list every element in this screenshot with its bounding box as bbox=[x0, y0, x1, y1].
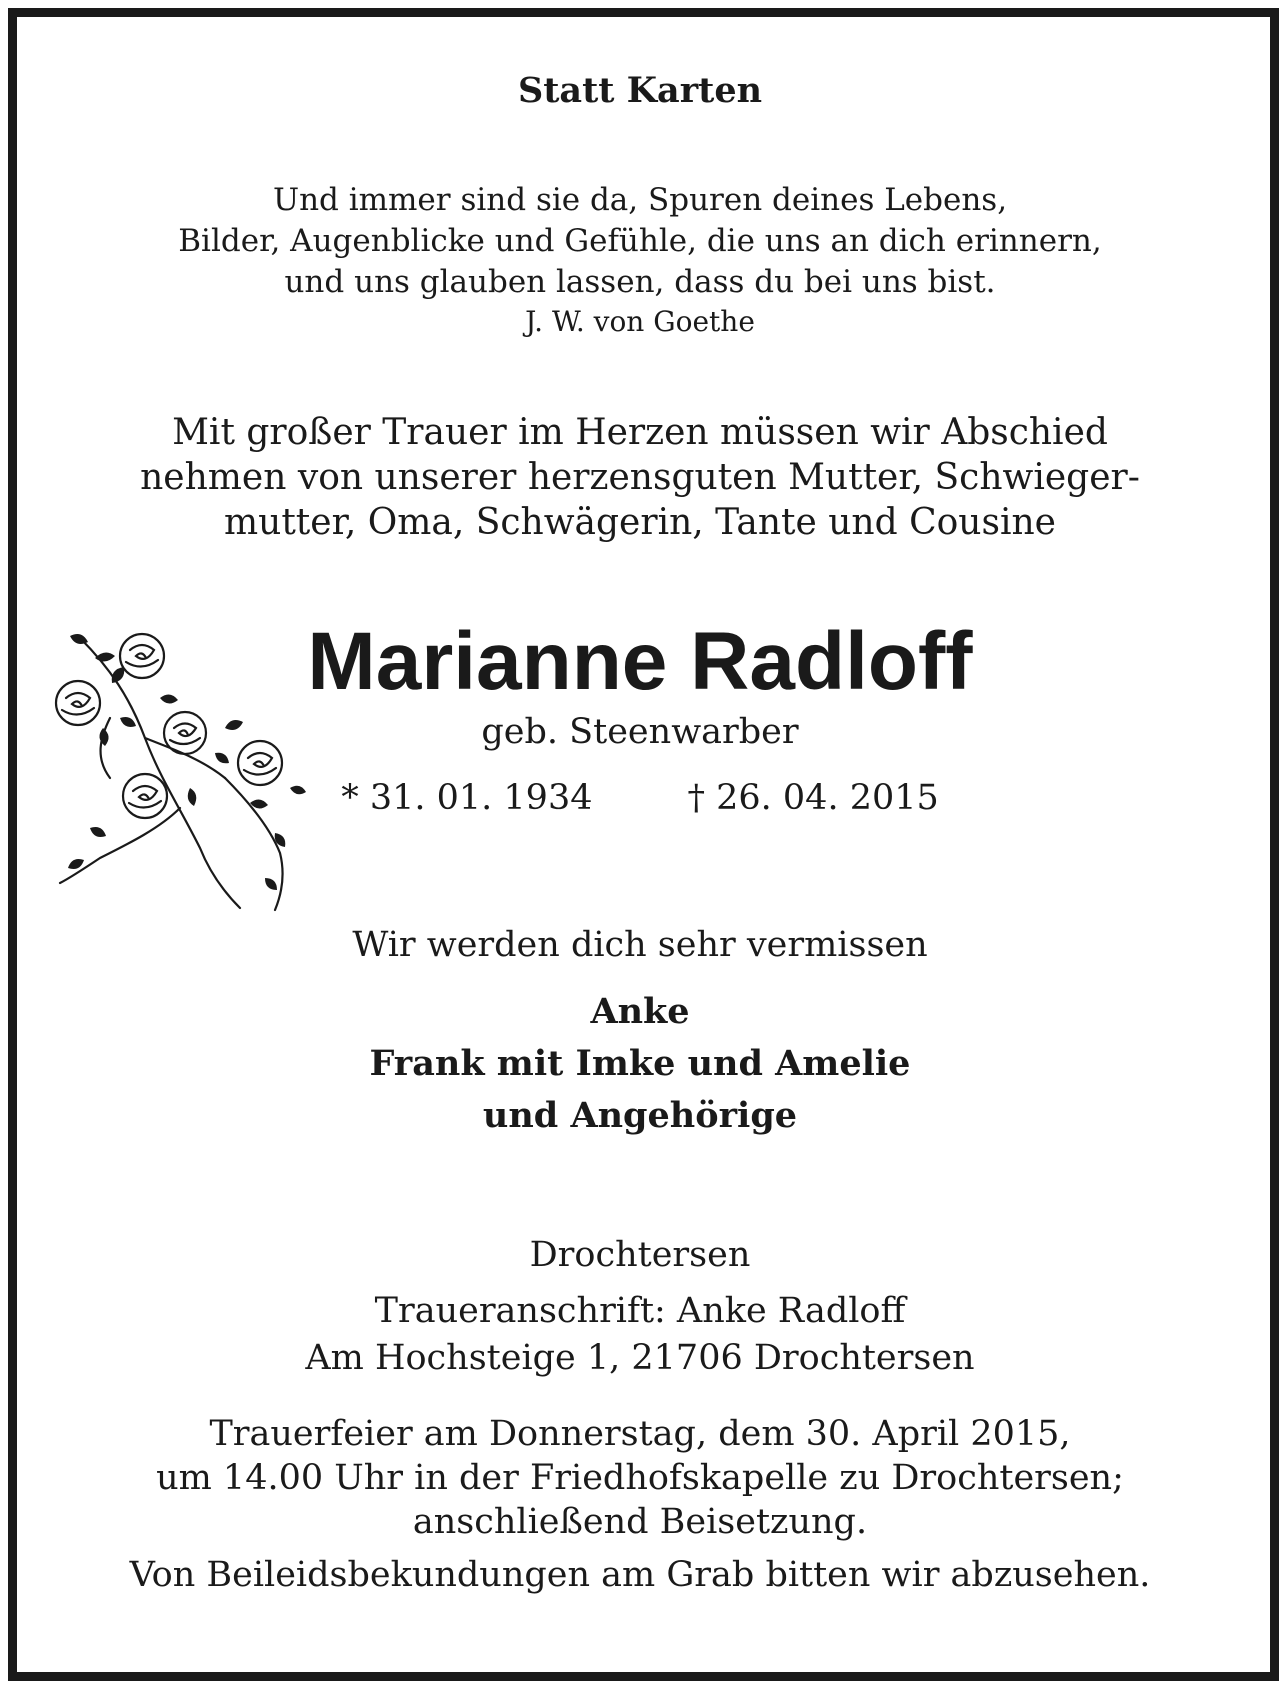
funeral-line: Trauerfeier am Donnerstag, dem 30. April 2015, bbox=[209, 1414, 1071, 1454]
intro-line: nehmen von unserer herzensguten Mutter, Schwieger- bbox=[140, 457, 1140, 498]
address-line: Am Hochsteige 1, 21706 Drochtersen bbox=[305, 1338, 975, 1378]
address-line: Traueranschrift: Anke Radloff bbox=[374, 1291, 906, 1331]
life-dates bbox=[0, 778, 1280, 818]
funeral-info bbox=[0, 1412, 1280, 1544]
birth-name: geb. Steenwarber bbox=[481, 712, 799, 752]
family-line: und Angehörige bbox=[482, 1095, 798, 1136]
poem-line: und uns glauben lassen, dass du bei uns bist. bbox=[284, 264, 996, 300]
family-line: Anke bbox=[590, 991, 690, 1032]
poem-line: Und immer sind sie da, Spuren deines Lebens, bbox=[272, 182, 1008, 218]
deceased-name: Marianne Radloff bbox=[307, 616, 973, 707]
intro-line: Mit großer Trauer im Herzen müssen wir Abschied bbox=[172, 412, 1108, 453]
final-note: Von Beileidsbekundungen am Grab bitten wir abzusehen. bbox=[129, 1555, 1151, 1595]
heading: Statt Karten bbox=[517, 70, 763, 111]
intro-text bbox=[0, 410, 1280, 545]
poem bbox=[0, 180, 1280, 303]
funeral-line: um 14.00 Uhr in der Friedhofskapelle zu Drochtersen; bbox=[156, 1458, 1124, 1498]
mourning-address bbox=[0, 1288, 1280, 1382]
family-line: Frank mit Imke und Amelie bbox=[369, 1043, 911, 1084]
birth-date: * 31. 01. 1934 bbox=[341, 778, 593, 818]
place: Drochtersen bbox=[529, 1235, 751, 1275]
death-date: † 26. 04. 2015 bbox=[687, 778, 939, 818]
poem-author: J. W. von Goethe bbox=[525, 305, 755, 338]
family-names bbox=[0, 986, 1280, 1142]
closing-line: Wir werden dich sehr vermissen bbox=[352, 925, 928, 965]
poem-line: Bilder, Augenblicke und Gefühle, die uns an dich erinnern, bbox=[178, 223, 1102, 259]
funeral-line: anschließend Beisetzung. bbox=[412, 1502, 868, 1542]
intro-line: mutter, Oma, Schwägerin, Tante und Cousine bbox=[224, 502, 1056, 543]
